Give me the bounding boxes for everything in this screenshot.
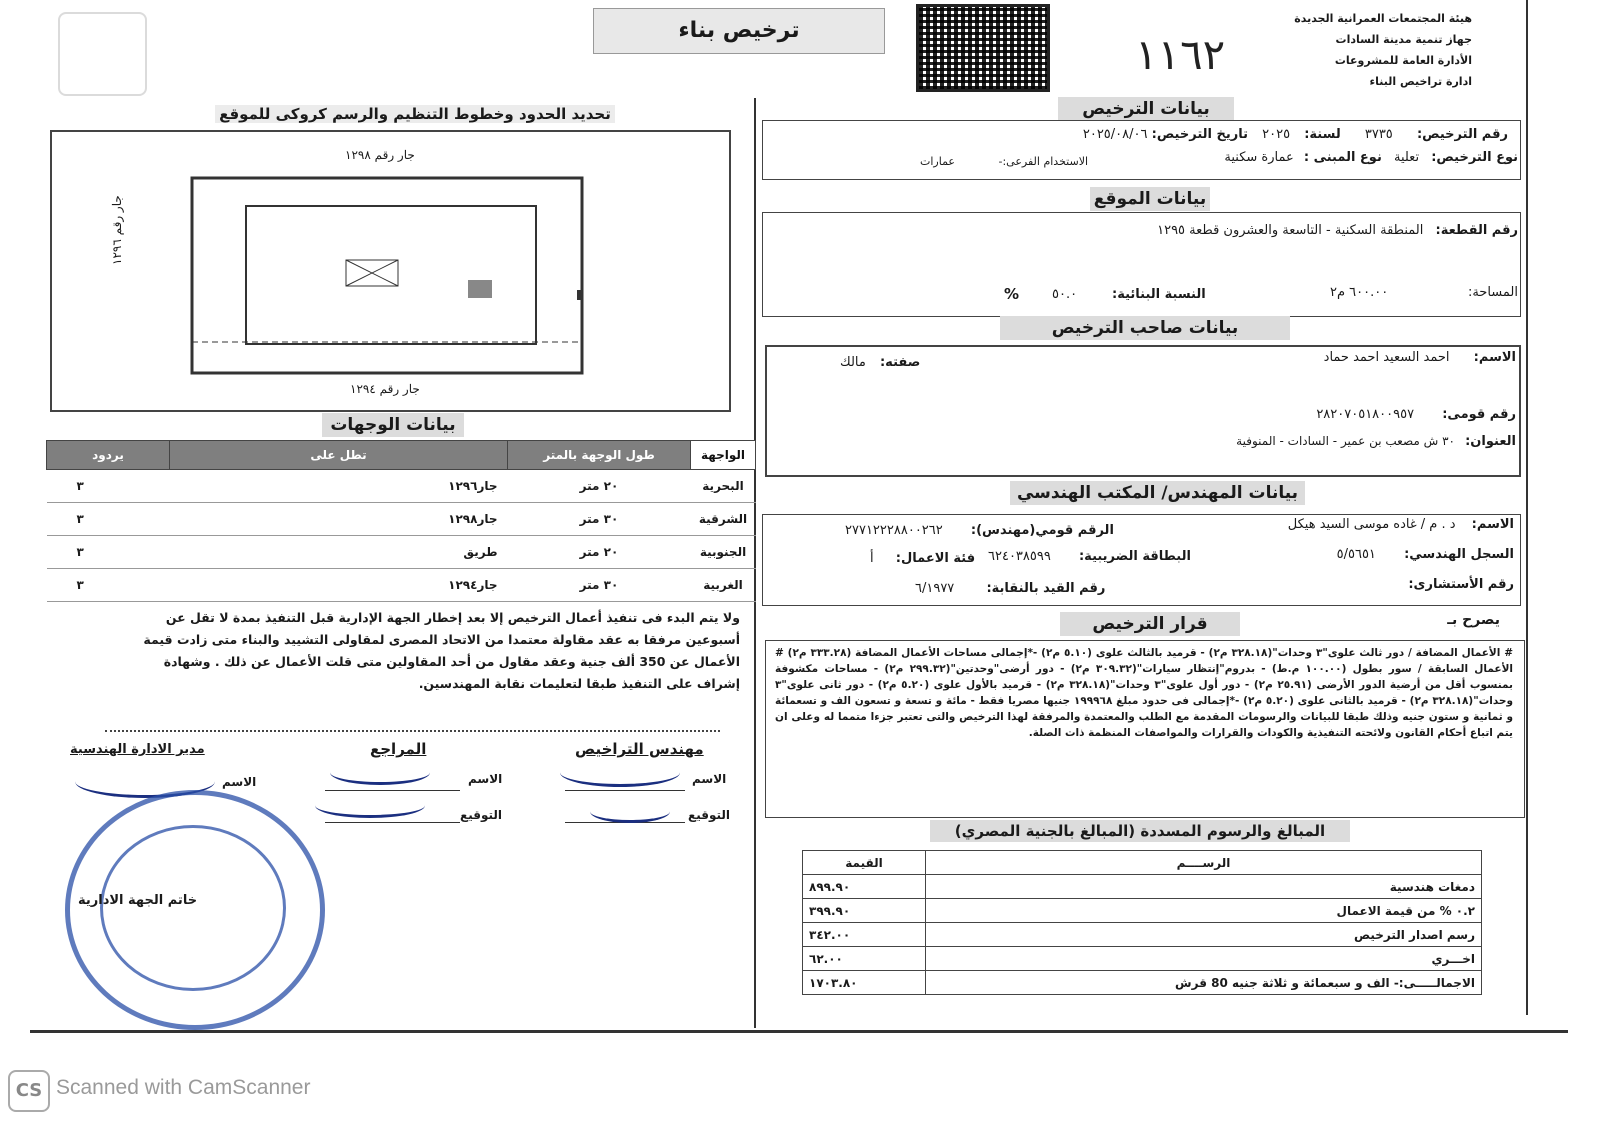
sketch-left-label: جار رقم ١٢٩٦ <box>110 195 124 265</box>
facade-col-setback: يردود <box>47 441 170 470</box>
qr-code-icon <box>916 4 1050 92</box>
table-row <box>803 875 1482 899</box>
facade-cell: جار١٢٩٦ <box>170 470 508 503</box>
license-type-label: نوع الترخيص: <box>1431 150 1518 165</box>
reviewer-signature-mark <box>315 793 425 818</box>
license-date-value: ٢٠٢٥/٠٨/٠٦ <box>1082 127 1148 142</box>
engineer-reg-label: السجل الهندسي: <box>1404 547 1514 562</box>
reviewer-signature <box>330 760 430 785</box>
fees-table <box>802 850 1482 995</box>
fee-value: ١٧٠٣.٨٠ <box>803 971 926 995</box>
facade-cell: ٣ <box>47 569 170 602</box>
union-row <box>915 581 1105 596</box>
site-section-title: بيانات الموقع <box>1090 187 1210 211</box>
engineer-class-row <box>870 551 975 566</box>
owner-name-label: الاسم: <box>1473 350 1516 365</box>
organization-block <box>1290 8 1472 92</box>
org-line-2: جهاز تنمية مدينة السادات <box>1335 33 1472 46</box>
facade-cell: ٣٠ متر <box>508 503 691 536</box>
facades-header-row <box>47 441 756 470</box>
engineer-nid-row <box>845 523 1114 538</box>
facade-col-length: طول الوجهة بالمتر <box>508 441 691 470</box>
building-outline <box>246 206 536 344</box>
ratio-value: ٥٠.٠ <box>1052 287 1078 302</box>
fee-value: ٦٢.٠٠ <box>803 947 926 971</box>
engineer-name-row <box>1288 517 1514 532</box>
license-year-label: لسنة: <box>1304 127 1341 142</box>
logo-icon <box>58 12 147 96</box>
facades-table <box>46 440 756 602</box>
union-label: رقم القيد بالنقابة: <box>986 581 1106 596</box>
plot-value: المنطقة السكنية - التاسعة والعشرون قطعة ١٢٩٥ <box>1157 223 1424 238</box>
owner-id-row <box>1316 407 1516 422</box>
fee-name: دمغات هندسية <box>926 875 1482 899</box>
license-date-label: تاريخ الترخيص: <box>1151 127 1248 142</box>
plot-row <box>1157 223 1518 238</box>
manager-sign-title: مدير الادارة الهندسية <box>70 742 205 757</box>
facade-cell: الغربية <box>691 569 756 602</box>
sketch-title: تحديد الحدود وخطوط التنظيم والرسم كروكى للموقع <box>215 105 615 123</box>
owner-role-label: صفته: <box>879 355 921 370</box>
engineer-name-label: الاسم: <box>1471 517 1514 532</box>
allowed-label: يصرح بـ <box>1447 612 1500 628</box>
owner-section-title: بيانات صاحب الترخيص <box>1000 316 1290 340</box>
camscanner-logo-icon: CS <box>8 1070 50 1112</box>
facade-cell: الشرقية <box>691 503 756 536</box>
decision-text: # الأعمال المضافة / دور ثالث علوى"٣ وحدات"(٣٢٨.١٨ م٢) - قرميد بالثالث علوى (٥.١٠ م٢) -*إجمالى مساحات الأعمال المضافة (٣٣٣.٢٨ م٢) # الأعمال السابقة / سور بطول (١٠٠.٠٠ م.ط) - بدروم"إنتظار سيارات"(٣٠٩.٣٢ م٢) - دور أرضى"وحدتين"(٢٩٩.٣٢ م٢) - مساحات مكشوفة بمنسوب أقل من أرضية الدور الأرضى (٢٥.٩١ م٢) - دور أول علوى"٣ وحدات"(٣٢٨.١٨ م٢) - قرميد بالأول علوى (٥.٢٠ م٢) - دور ثانى علوى"٣ وحدات"(٣٢٨.١٨ م٢) - قرميد بالثانى علوى (٥.٢٠ م٢) -*إجمالى فى حدود مبلغ ١٩٩٩٦٨ جنيها مصريا فقط - مائة و تسعة و تسعون الف و تسعمائة و ثمانية و ستون جنيه وذلك طبقا للبيانات والرسومات المقدمة مع الطلب والمعتمدة والمرفقة لهذا الترخيص والتى تعتبر جزءا متمما له وعلى ان يتم اتباع أحكام القانون ولائحته التنفيذية والكودات والقرارات والمواصفات المنظمة ذات الصلة. <box>775 647 1514 739</box>
fees-header-row <box>803 851 1482 875</box>
building-type-value: عمارة سكنية <box>1224 150 1294 165</box>
facade-cell: ٣ <box>47 470 170 503</box>
license-type-value: تعلية <box>1393 150 1420 165</box>
reviewer-name-line <box>325 790 460 791</box>
table-row <box>803 947 1482 971</box>
fee-name: اخـــري <box>926 947 1482 971</box>
sub-use-value: عمارات <box>920 155 955 168</box>
engineer-nid-value: ٢٧٧١٢٢٢٨٨٠٠٢٦٢ <box>845 523 943 538</box>
facade-cell: جار١٢٩٨ <box>170 503 508 536</box>
reviewer-name-label: الاسم <box>468 772 503 786</box>
fee-value: ٣٤٢.٠٠ <box>803 923 926 947</box>
engineer-sign-title: مهندس التراخيص <box>575 740 704 758</box>
table-row <box>803 971 1482 995</box>
facade-cell: طريق <box>170 536 508 569</box>
fees-col-value: القيمة <box>803 851 926 875</box>
engineer-signature-label: التوقيع <box>688 808 730 822</box>
fee-name: ٠.٢ % من قيمة الاعمال <box>926 899 1482 923</box>
union-value: ٦/١٩٧٧ <box>915 581 955 596</box>
document-title: ترخيص بناء <box>593 8 885 54</box>
owner-address-label: العنوان: <box>1465 434 1516 449</box>
fees-col-fee: الرســــم <box>926 851 1482 875</box>
elevator-icon <box>468 280 492 298</box>
engineer-name-value: د . م / غاده موسى السيد هيكل <box>1287 517 1456 532</box>
org-line-3: الأدارة العامة للمشروعات <box>1334 54 1472 67</box>
manager-name-label: الاسم <box>222 775 257 789</box>
fee-value: ٨٩٩.٩٠ <box>803 875 926 899</box>
facades-section-title: بيانات الوجهات <box>322 413 464 437</box>
owner-id-value: ٢٨٢٠٧٠٥١٨٠٠٩٥٧ <box>1316 407 1415 422</box>
right-border <box>1526 0 1528 1015</box>
table-row <box>47 503 756 536</box>
facade-cell: البحرية <box>691 470 756 503</box>
building-type-label: نوع المبنى : <box>1303 150 1382 165</box>
engineer-nid-label: الرقم قومي(مهندس): <box>970 523 1114 538</box>
org-line-4: ادارة تراخيص البناء <box>1369 75 1472 88</box>
plot-label: رقم القطعة: <box>1435 223 1518 238</box>
reviewer-signature-label: التوقيع <box>460 808 502 822</box>
owner-id-label: رقم قومى: <box>1442 407 1516 422</box>
owner-role-value: مالك <box>840 355 866 370</box>
engineer-tax-value: ٦٢٤٠٣٨٥٩٩ <box>988 549 1051 564</box>
owner-address-value: ٣٠ ش مصعب بن عمير - السادات - المنوفية <box>1236 434 1455 448</box>
license-no-label: رقم الترخيص: <box>1416 127 1508 142</box>
table-row <box>47 536 756 569</box>
decision-section-title: قرار الترخيص <box>1060 612 1240 636</box>
sketch-bottom-label: جار رقم ١٢٩٤ <box>350 382 420 396</box>
facade-col-overlook: تطل على <box>170 441 508 470</box>
handwritten-number: ١١٦٢ <box>1135 30 1226 79</box>
fee-name: الاجمالـــــى:- الف و سبعمائة و ثلاثة جنيه 80 قرش <box>926 971 1482 995</box>
sub-use-row <box>920 155 1088 168</box>
fee-name: رسم اصدار الترخيص <box>926 923 1482 947</box>
engineer-signature <box>560 758 680 787</box>
facade-col-name: الواجهة <box>691 441 756 470</box>
reviewer-sign-line <box>325 822 460 823</box>
license-section-title: بيانات الترخيص <box>1058 97 1234 121</box>
owner-role-row <box>840 355 920 370</box>
engineer-name-label: الاسم <box>692 772 727 786</box>
license-year-value: ٢٠٢٥ <box>1262 127 1291 142</box>
license-type-row <box>1218 150 1518 165</box>
engineer-section-title: بيانات المهندس/ المكتب الهندسي <box>1010 481 1305 505</box>
facade-cell: ٢٠ متر <box>508 470 691 503</box>
sketch-top-label: جار رقم ١٢٩٨ <box>345 148 415 162</box>
facade-cell: الجنوبية <box>691 536 756 569</box>
official-seal-icon <box>65 790 325 1030</box>
owner-name-value: احمد السعيد احمد حماد <box>1323 350 1450 365</box>
engineer-reg-row <box>1337 547 1514 562</box>
fee-value: ٣٩٩.٩٠ <box>803 899 926 923</box>
engineer-name-line <box>565 790 685 791</box>
engineer-tax-label: البطاقة الضريبية: <box>1078 549 1191 564</box>
seal-label: خاتم الجهة الادارية <box>78 893 198 908</box>
scanner-watermark: Scanned with CamScanner <box>56 1076 311 1099</box>
notice-text: ولا يتم البدء فى تنفيذ أعمال الترخيص إلا بعد إخطار الجهة الإدارية قبل التنفيذ بمدة لا تقل عن أسبوعين مرفقا به عقد مقاولة معتمدا من الاتحاد المصرى لمقاولى التشييد والبناء متى زادت قيمة الأعمال عن 350 ألف جنية وعقد مقاول من أحد المقاولين متى قلت الأعمال عن ذلك . وشهادة إشراف على التنفيذ طبقا لتعليمات نقابة المهندسين. <box>143 610 740 691</box>
table-row <box>47 569 756 602</box>
table-row <box>803 923 1482 947</box>
owner-address-row <box>1236 434 1516 449</box>
notice-divider <box>105 730 720 732</box>
facade-cell: ٢٠ متر <box>508 536 691 569</box>
site-sketch <box>50 130 727 408</box>
seal-inner-ring <box>100 825 286 991</box>
license-number-row <box>1083 127 1508 142</box>
license-no-value: ٣٧٣٥ <box>1364 127 1393 142</box>
facade-cell: ٣ <box>47 536 170 569</box>
table-row <box>47 470 756 503</box>
engineer-reg-value: ٥/٥٦٥١ <box>1336 547 1376 562</box>
area-label: المساحة: <box>1467 285 1518 300</box>
consultant-label: رقم الأستشارى: <box>1408 577 1514 592</box>
engineer-class-value: أ <box>870 551 874 566</box>
area-value: ٦٠٠.٠٠ م٢ <box>1330 285 1389 300</box>
facade-cell: جار١٢٩٤ <box>170 569 508 602</box>
org-line-1: هيئة المجتمعات العمرانية الجديدة <box>1294 12 1472 25</box>
facade-cell: ٣ <box>47 503 170 536</box>
ratio-unit: % <box>1004 285 1020 303</box>
ratio-label: النسبة البنائية: <box>1112 287 1206 302</box>
sub-use-label: الاستخدام الفرعى:- <box>998 155 1089 168</box>
reviewer-sign-title: المراجع <box>370 740 427 758</box>
engineer-class-label: فئة الاعمال: <box>895 551 976 566</box>
table-row <box>803 899 1482 923</box>
engineer-signature-mark <box>590 800 670 823</box>
owner-name-row <box>1324 350 1516 365</box>
facade-cell: ٣٠ متر <box>508 569 691 602</box>
fees-section-title: المبالغ والرسوم المسددة (المبالغ بالجنية المصري) <box>930 820 1350 842</box>
engineer-tax-row <box>988 549 1191 564</box>
